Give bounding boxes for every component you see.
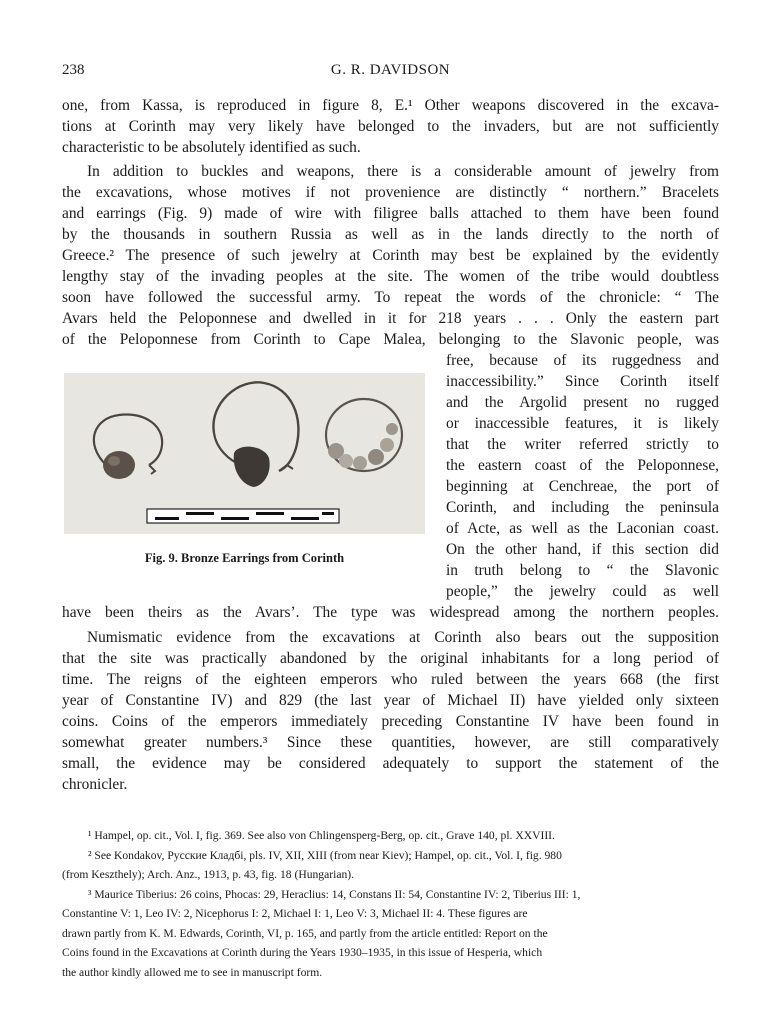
figure-earrings-photo	[64, 373, 425, 534]
body-line: have been theirs as the Avars’. The type was widespread among the northern peoples.	[62, 604, 719, 621]
body-line: coins. Coins of the emperors immediately preceding Constantine IV have been found in	[62, 713, 719, 730]
body-line: of Acte, as well as the Laconian coast.	[446, 520, 719, 537]
body-line: In addition to buckles and weapons, there is a considerable amount of jewelry from	[87, 163, 719, 180]
body-line: small, the evidence may be considered adequately to support the statement of the	[62, 755, 719, 772]
body-line: tions at Corinth may very likely have belonged to the invaders, but are not sufficiently	[62, 118, 719, 135]
footnote-3: ³ Maurice Tiberius: 26 coins, Phocas: 29, Heraclius: 14, Constans II: 54, Constantine IV: 2, Tiberius III: 1,	[88, 888, 581, 901]
footnote-1: ¹ Hampel, op. cit., Vol. I, fig. 369. See also von Chlingensperg-Berg, op. cit., Grave 140, pl. XXVIII.	[88, 829, 555, 842]
body-line: somewhat greater numbers.³ Since these quantities, however, are still comparatively	[62, 734, 719, 751]
body-line: and the Argolid present no rugged	[446, 394, 719, 411]
body-line: On the other hand, if this section did	[446, 541, 719, 558]
body-line: Corinth, and including the peninsula	[446, 499, 719, 516]
footnote-2: ² See Kondakov, Русские Кладбi, pls. IV, XII, XIII (from near Kiev); Hampel, op. cit., Vol. I, fig. 980	[88, 849, 562, 862]
body-line: chronicler.	[62, 776, 128, 793]
footnote-3-cont: Constantine V: 1, Leo IV: 2, Nicephorus I: 2, Michael I: 1, Leo V: 3, Michael II: 4. These figures are	[62, 907, 528, 920]
body-line: soon have followed the successful army. To repeat the words of the chronicle: “ The	[62, 289, 719, 306]
body-line: by the thousands in southern Russia as well as in the lands directly to the north of	[62, 226, 719, 243]
page-number: 238	[62, 62, 85, 78]
body-line: year of Constantine IV) and 829 (the last year of Michael II) have yielded only sixteen	[62, 692, 719, 709]
footnote-3-cont: drawn partly from K. M. Edwards, Corinth, VI, p. 165, and partly from the article entitled: Report on the	[62, 927, 548, 940]
body-line: or inaccessible features, it is likely	[446, 415, 719, 432]
body-line: beginning at Cenchreae, the port of	[446, 478, 719, 495]
body-line: inaccessibility.” Since Corinth itself	[446, 373, 719, 390]
figure-caption: Fig. 9. Bronze Earrings from Corinth	[144, 551, 345, 565]
body-line: Greece.² The presence of such jewelry at Corinth may best be explained by the evidently	[62, 247, 719, 264]
running-head: G. R. DAVIDSON	[330, 62, 451, 78]
footnote-2-cont: (from Keszthely); Arch. Anz., 1913, p. 43, fig. 18 (Hungarian).	[62, 868, 355, 881]
scale-bar	[147, 509, 339, 523]
body-line: the eastern coast of the Peloponnese,	[446, 457, 719, 474]
footnote-3-cont: Coins found in the Excavations at Corinth during the Years 1930–1935, in this issue of Hesperia, which	[62, 946, 543, 959]
body-line: free, because of its ruggedness and	[446, 352, 719, 369]
body-line: time. The reigns of the eighteen emperors who ruled between the years 668 (the first	[62, 671, 719, 688]
body-line: and earrings (Fig. 9) made of wire with filigree balls attached to them have been found	[62, 205, 719, 222]
earrings-illustration	[64, 373, 425, 534]
body-line: Numismatic evidence from the excavations at Corinth also bears out the supposition	[87, 629, 719, 646]
body-line: the excavations, whose motives if not provenience are distinctly “ northern.” Bracelets	[62, 184, 719, 201]
body-line: people,” the jewelry could as well	[446, 583, 719, 600]
body-line: lengthy stay of the invading peoples at the site. The women of the tribe would doubtless	[62, 268, 719, 285]
body-line: one, from Kassa, is reproduced in figure 8, E.¹ Other weapons discovered in the excava-	[62, 97, 719, 114]
footnote-3-cont: the author kindly allowed me to see in manuscript form.	[62, 966, 323, 979]
body-line: characteristic to be absolutely identified as such.	[62, 139, 361, 156]
body-line: Avars held the Peloponnese and dwelled in it for 218 years . . . Only the eastern part	[62, 310, 719, 327]
body-line: that the site was practically abandoned by the original inhabitants for a long period of	[62, 650, 719, 667]
body-line: that the writer referred strictly to	[446, 436, 719, 453]
body-line: of the Peloponnese from Corinth to Cape Malea, belonging to the Slavonic people, was	[62, 331, 719, 348]
body-line: in truth belong to “ the Slavonic	[446, 562, 719, 579]
page-header	[62, 58, 719, 82]
